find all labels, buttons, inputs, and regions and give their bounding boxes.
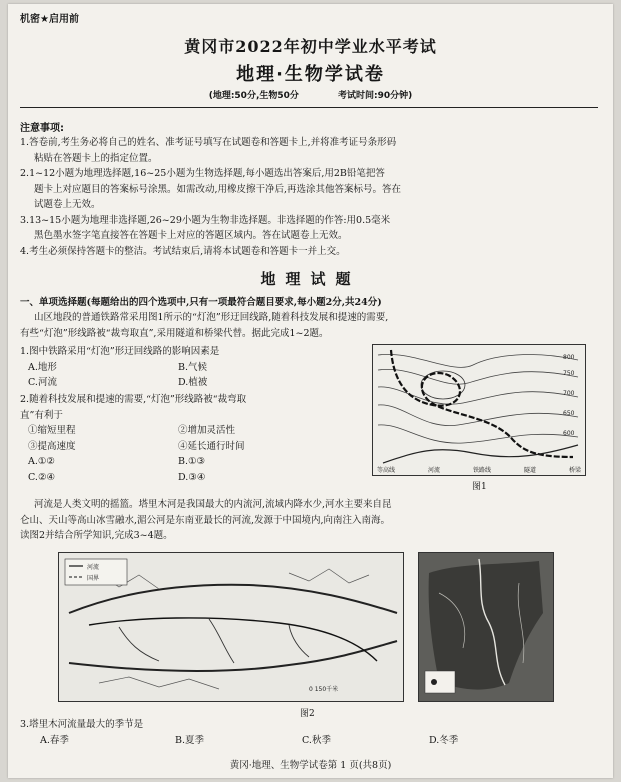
figure-1-legend xyxy=(377,465,581,474)
contour-label: 800 xyxy=(563,354,575,361)
option-d: D.③④ xyxy=(178,471,206,483)
figure-2-tarim-map xyxy=(58,552,404,702)
option-d: D.冬季 xyxy=(429,734,459,746)
note-line: 4.考生必须保持答题卡的整洁。考试结束后,请将本试题卷和答题卡一并上交。 xyxy=(20,245,346,257)
contour-label: 700 xyxy=(563,390,575,397)
options-row xyxy=(20,470,368,486)
section-title: 地理试题 xyxy=(260,270,361,288)
note-line: 试题卷上无效。 xyxy=(34,199,101,210)
statement-4: ④延长通行时间 xyxy=(178,440,245,452)
exam-page xyxy=(8,4,613,778)
tarim-basin-graphic xyxy=(59,553,403,701)
legend-item: 隧道 xyxy=(523,467,536,474)
note-line: 2.1~12小题为地理选择题,16~25小题为生物选择题,每小题选出答案后,用2B铅笔把答 xyxy=(20,168,385,179)
options-row xyxy=(20,733,598,749)
question-stem-cont: 直”有利于 xyxy=(20,409,63,421)
page-footer: 黄冈·地理、生物学试卷第 1 页(共8页) xyxy=(229,760,392,771)
note-line: 3.13~15小题为地理非选择题,26~29小题为生物非选择题。非选择题的作答:用0.5毫米 xyxy=(20,214,391,226)
notes-heading: 注意事项: xyxy=(20,123,64,134)
contour-label: 750 xyxy=(563,370,575,377)
option-b: B.夏季 xyxy=(175,734,205,746)
contour-label: 600 xyxy=(563,430,575,437)
figure-1-map xyxy=(372,344,586,476)
option-b: B.①③ xyxy=(178,456,206,467)
map-scale: 0 150千米 xyxy=(309,686,339,693)
notes-list xyxy=(20,135,598,259)
statements-row xyxy=(20,439,368,455)
question-stem: 2.随着科技发展和提速的需要,“灯泡”形线路被“裁弯取 xyxy=(20,394,247,405)
option-a: A.地形 xyxy=(28,361,57,373)
statements-row xyxy=(20,423,368,439)
figure-2-mekong-map xyxy=(418,552,554,702)
question-3 xyxy=(20,717,598,748)
note-line: 黑色墨水签字笔直接答在答题卡上对应的答题区域内。答在试题卷上无效。 xyxy=(34,230,348,241)
paragraph-line: 读图2并结合所学知识,完成3~4题。 xyxy=(20,530,173,541)
note-line: 题卡上对应题目的答案标号涂黑。如需改动,用橡皮擦干净后,再选涂其他答案标号。答在 xyxy=(34,183,402,195)
legend-river: 河流 xyxy=(87,564,100,571)
statement-3: ③提高速度 xyxy=(28,440,76,452)
note-line: 1.答卷前,考生务必将自己的姓名、准考证号填写在试题卷和答题卡上,并将准考证号条形码 xyxy=(20,137,397,148)
statement-2: ②增加灵活性 xyxy=(178,425,236,436)
time-info: 考试时间:90分钟) xyxy=(338,91,413,101)
intro-paragraph xyxy=(20,310,598,341)
legend-item: 桥梁 xyxy=(568,467,581,474)
options-row xyxy=(20,360,368,376)
note-line: 粘贴在答题卡上的指定位置。 xyxy=(34,152,158,164)
paragraph-line: 河流是人类文明的摇篮。塔里木河是我国最大的内流河,流域内降水少,河水主要来自昆 xyxy=(34,499,392,510)
river-paragraph xyxy=(20,497,598,544)
paragraph-line: 仑山、天山等高山冰雪融水,湄公河是东南亚最长的河流,发源于中国境内,向南注入南海。 xyxy=(20,514,391,526)
option-a: A.①② xyxy=(28,456,55,467)
subject-title: 地理·生物学试卷 xyxy=(236,64,385,85)
legend-item: 铁路线 xyxy=(472,467,491,474)
figure-1-caption: 图1 xyxy=(472,482,487,492)
score-info: (地理:50分,生物50分 xyxy=(208,91,299,101)
question-stem: 1.图中铁路采用“灯泡”形迂回线路的影响因素是 xyxy=(20,346,220,357)
options-row xyxy=(20,375,368,391)
section-instruction: 一、单项选择题(每题给出的四个选项中,只有一项最符合题目要求,每小题2分,共24分) xyxy=(20,297,382,308)
mekong-graphic xyxy=(419,553,553,701)
option-b: B.气候 xyxy=(178,361,208,373)
figure-2-caption: 图2 xyxy=(300,709,315,719)
legend-border: 国界 xyxy=(87,575,100,582)
legend-item: 河流 xyxy=(427,467,440,474)
option-c: C.②④ xyxy=(28,471,55,483)
intro-line: 有些“灯泡”形线路被“裁弯取直”,采用隧道和桥梁代替。据此完成1~2题。 xyxy=(20,327,329,339)
question-stem: 3.塔里木河流量最大的季节是 xyxy=(20,719,144,730)
confidential-label: 机密★启用前 xyxy=(20,14,79,25)
legend-item: 等高线 xyxy=(377,467,396,474)
statement-1: ①缩短里程 xyxy=(28,425,76,436)
options-row xyxy=(20,454,368,470)
option-d: D.植被 xyxy=(178,377,208,388)
intro-line: 山区地段的普通铁路常采用图1所示的“灯泡”形迂回线路,随着科技发展和提速的需要, xyxy=(34,312,389,323)
score-time-line xyxy=(8,88,613,101)
option-c: C.秋季 xyxy=(302,734,331,746)
contour-map-graphic xyxy=(373,345,585,475)
header-divider xyxy=(20,107,598,108)
question-2 xyxy=(20,392,368,485)
option-a: A.春季 xyxy=(40,734,69,746)
contour-label: 650 xyxy=(563,410,575,417)
option-c: C.河流 xyxy=(28,377,57,388)
exam-title: 黄冈市2022年初中学业水平考试 xyxy=(184,37,437,56)
question-1 xyxy=(20,344,368,391)
